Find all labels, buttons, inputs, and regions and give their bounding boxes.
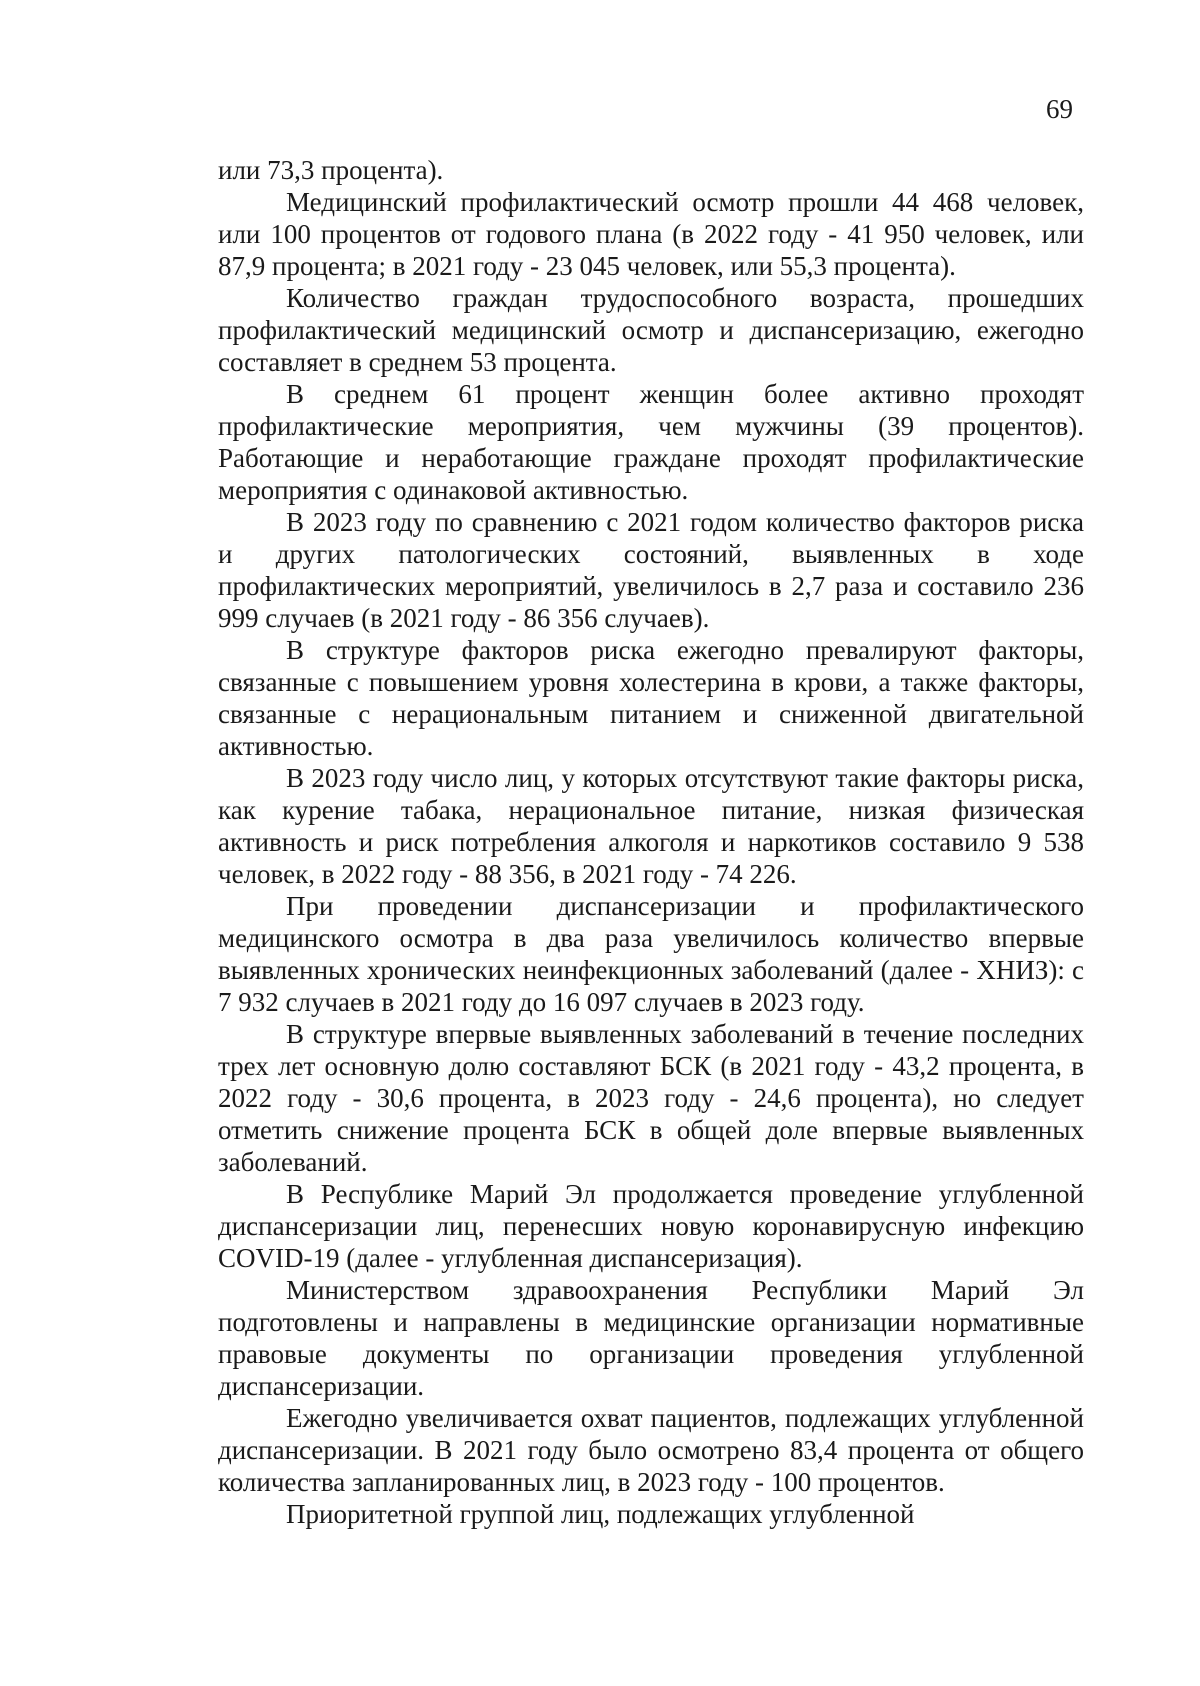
document-body	[218, 154, 1084, 1530]
paragraph: В структуре факторов риска ежегодно превалируют факторы, связанные с повышением уровня холестерина в крови, а также факторы, связанные с нерациональным питанием и сниженной двигательной активностью.	[218, 635, 1084, 761]
paragraph: В среднем 61 процент женщин более активно проходят профилактические мероприятия, чем мужчины (39 процентов). Работающие и неработающие граждане проходят профилактические мероприятия с одинаковой активностью.	[218, 379, 1084, 505]
page-number: 69	[1046, 94, 1073, 124]
paragraph: В 2023 году число лиц, у которых отсутствуют такие факторы риска, как курение табака, нерациональное питание, низкая физическая активность и риск потребления алкоголя и наркотиков составило 9 538 человек, в 2022 году - 88 356, в 2021 году - 74 226.	[218, 763, 1084, 889]
paragraph: В 2023 году по сравнению с 2021 годом количество факторов риска и других патологических состояний, выявленных в ходе профилактических мероприятий, увеличилось в 2,7 раза и составило 236 999 случаев (в 2021 году - 86 356 случаев).	[218, 507, 1084, 633]
paragraph: Медицинский профилактический осмотр прошли 44 468 человек, или 100 процентов от годового плана (в 2022 году - 41 950 человек, или 87,9 процента; в 2021 году - 23 045 человек, или 55,3 процента).	[218, 187, 1084, 281]
paragraph: В структуре впервые выявленных заболеваний в течение последних трех лет основную долю составляют БСК (в 2021 году - 43,2 процента, в 2022 году - 30,6 процента, в 2023 году - 24,6 процента), но следует отметить снижение процента БСК в общей доле впервые выявленных заболеваний.	[218, 1019, 1084, 1177]
paragraph: В Республике Марий Эл продолжается проведение углубленной диспансеризации лиц, перенесших новую коронавирусную инфекцию COVID-19 (далее - углубленная диспансеризация).	[218, 1179, 1084, 1273]
paragraph: При проведении диспансеризации и профилактического медицинского осмотра в два раза увеличилось количество впервые выявленных хронических неинфекционных заболеваний (далее - ХНИЗ): с 7 932 случаев в 2021 году до 16 097 случаев в 2023 году.	[218, 891, 1084, 1017]
paragraph: Министерством здравоохранения Республики Марий Эл подготовлены и направлены в медицинские организации нормативные правовые документы по организации проведения углубленной диспансеризации.	[218, 1275, 1084, 1401]
paragraph: Ежегодно увеличивается охват пациентов, подлежащих углубленной диспансеризации. В 2021 году было осмотрено 83,4 процента от общего количества запланированных лиц, в 2023 году - 100 процентов.	[218, 1403, 1084, 1497]
paragraph: Количество граждан трудоспособного возраста, прошедших профилактический медицинский осмотр и диспансеризацию, ежегодно составляет в среднем 53 процента.	[218, 283, 1084, 377]
paragraph: Приоритетной группой лиц, подлежащих углубленной	[286, 1499, 915, 1529]
paragraph: или 73,3 процента).	[218, 155, 444, 185]
